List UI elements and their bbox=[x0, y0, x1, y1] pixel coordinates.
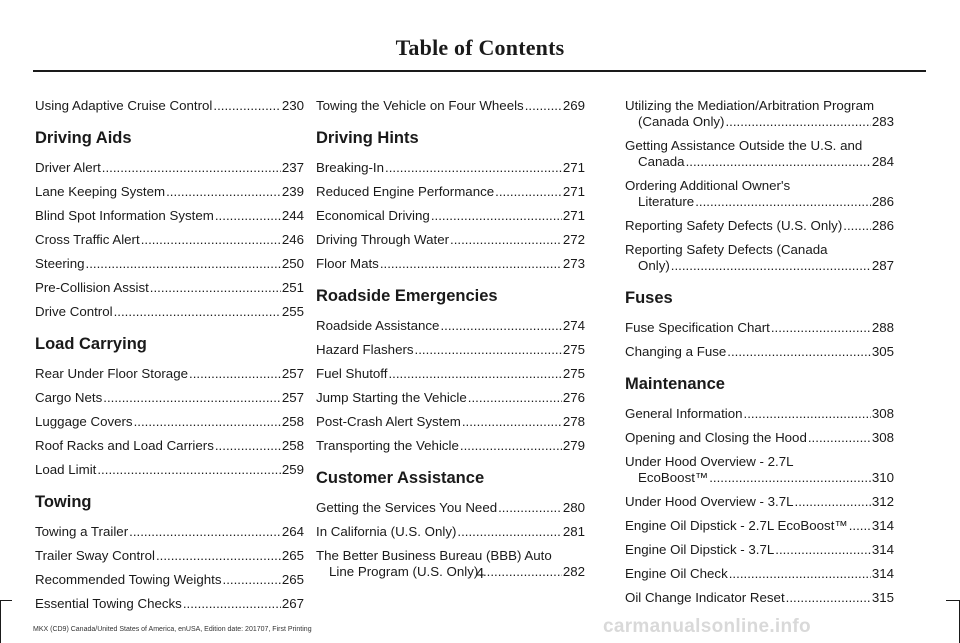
toc-entry[interactable] bbox=[625, 590, 894, 606]
toc-entry-page: 282 bbox=[562, 564, 585, 579]
dot-leader bbox=[431, 208, 562, 224]
toc-entry-page: 265 bbox=[281, 548, 304, 563]
toc-entry[interactable] bbox=[316, 524, 585, 540]
dot-leader bbox=[686, 154, 871, 170]
toc-entry[interactable] bbox=[35, 390, 304, 406]
toc-entry-title: Fuse Specification Chart bbox=[625, 320, 770, 335]
toc-entry-page: 257 bbox=[281, 390, 304, 405]
toc-entry-title: Fuel Shutoff bbox=[316, 366, 388, 381]
section-heading-customer-assistance: Customer Assistance bbox=[316, 469, 485, 487]
toc-entry-page: 250 bbox=[281, 256, 304, 271]
dot-leader bbox=[725, 114, 870, 130]
toc-entry-page: 279 bbox=[562, 438, 585, 453]
toc-entry-title: Cross Traffic Alert bbox=[35, 232, 140, 247]
dot-leader bbox=[415, 342, 562, 358]
toc-entry-title: Getting the Services You Need bbox=[316, 500, 498, 515]
toc-entry-title: Lane Keeping System bbox=[35, 184, 166, 199]
toc-entry-page: 287 bbox=[871, 258, 894, 273]
dot-leader bbox=[460, 438, 562, 454]
toc-entry-title: Engine Oil Check bbox=[625, 566, 728, 581]
toc-entry[interactable] bbox=[625, 494, 894, 510]
toc-entry-page: 288 bbox=[871, 320, 894, 335]
dot-leader bbox=[129, 524, 281, 540]
toc-entry[interactable] bbox=[316, 98, 585, 114]
toc-entry-title: Roof Racks and Load Carriers bbox=[35, 438, 214, 453]
toc-entry[interactable] bbox=[625, 344, 894, 360]
toc-entry[interactable] bbox=[625, 454, 894, 486]
toc-entry[interactable] bbox=[316, 500, 585, 516]
header-rule bbox=[33, 70, 926, 72]
toc-entry[interactable] bbox=[35, 304, 304, 320]
section-heading-load-carrying: Load Carrying bbox=[35, 335, 147, 353]
toc-entry-title: Luggage Covers bbox=[35, 414, 133, 429]
toc-entry-title: Opening and Closing the Hood bbox=[625, 430, 807, 445]
toc-entry-page: 286 bbox=[871, 194, 894, 209]
toc-entry-title: (Canada Only) bbox=[638, 114, 725, 129]
section-heading-driving-aids: Driving Aids bbox=[35, 129, 132, 147]
toc-entry[interactable] bbox=[316, 184, 585, 200]
toc-entry[interactable] bbox=[35, 256, 304, 272]
toc-entry[interactable] bbox=[35, 524, 304, 540]
toc-entry-page: 272 bbox=[562, 232, 585, 247]
dot-leader bbox=[495, 184, 562, 200]
toc-entry-title: Using Adaptive Cruise Control bbox=[35, 98, 213, 113]
section-heading-driving-hints: Driving Hints bbox=[316, 129, 419, 147]
toc-entry-title: Roadside Assistance bbox=[316, 318, 440, 333]
toc-entry-title: Jump Starting the Vehicle bbox=[316, 390, 467, 405]
toc-entry[interactable] bbox=[316, 160, 585, 176]
toc-entry-page: 315 bbox=[871, 590, 894, 605]
edition-footer: MKX (CD9) Canada/United States of America, enUSA, Edition date: 201707, First Printing bbox=[33, 626, 312, 633]
dot-leader bbox=[457, 524, 561, 540]
dot-leader bbox=[695, 194, 871, 210]
toc-entry-page: 255 bbox=[281, 304, 304, 319]
toc-entry[interactable] bbox=[35, 98, 304, 114]
page-title: Table of Contents bbox=[395, 35, 565, 60]
toc-entry-page: 308 bbox=[871, 430, 894, 445]
dot-leader bbox=[709, 470, 871, 486]
toc-entry[interactable] bbox=[625, 138, 894, 170]
dot-leader bbox=[440, 318, 561, 334]
toc-entry-title: Load Limit bbox=[35, 462, 97, 477]
toc-column-2 bbox=[316, 98, 585, 588]
crop-mark bbox=[946, 600, 960, 601]
toc-entry-title: Economical Driving bbox=[316, 208, 430, 223]
crop-mark bbox=[0, 600, 12, 601]
dot-leader bbox=[450, 232, 562, 248]
toc-entry-title: Driving Through Water bbox=[316, 232, 450, 247]
toc-entry[interactable] bbox=[316, 366, 585, 382]
toc-entry[interactable] bbox=[625, 406, 894, 422]
toc-entry-title: Floor Mats bbox=[316, 256, 379, 271]
toc-entry-title: In California (U.S. Only) bbox=[316, 524, 457, 539]
toc-entry[interactable] bbox=[625, 178, 894, 210]
toc-entry-page: 271 bbox=[562, 208, 585, 223]
dot-leader bbox=[727, 344, 871, 360]
toc-entry-title: Under Hood Overview - 3.7L bbox=[625, 494, 794, 509]
dot-leader bbox=[388, 366, 561, 382]
dot-leader bbox=[786, 590, 871, 606]
toc-entry[interactable] bbox=[625, 542, 894, 558]
crop-mark bbox=[0, 600, 1, 643]
toc-entry-page: 310 bbox=[871, 470, 894, 485]
dot-leader bbox=[808, 430, 871, 446]
dot-leader bbox=[498, 500, 562, 516]
toc-entry-title: General Information bbox=[625, 406, 743, 421]
toc-entry-page: 271 bbox=[562, 160, 585, 175]
dot-leader bbox=[843, 218, 871, 234]
toc-entry-title: Rear Under Floor Storage bbox=[35, 366, 188, 381]
dot-leader bbox=[141, 232, 281, 248]
toc-entry[interactable] bbox=[316, 342, 585, 358]
toc-entry-page: 257 bbox=[281, 366, 304, 381]
toc-entry-title: Breaking-In bbox=[316, 160, 384, 175]
toc-entry-page: 284 bbox=[871, 154, 894, 169]
toc-entry-page: 267 bbox=[281, 596, 304, 611]
section-heading-fuses: Fuses bbox=[625, 289, 673, 307]
toc-entry-title: Steering bbox=[35, 256, 85, 271]
toc-entry-title: Engine Oil Dipstick - 2.7L EcoBoost™ bbox=[625, 518, 848, 533]
toc-entry-title: Cargo Nets bbox=[35, 390, 103, 405]
toc-entry-page: 244 bbox=[281, 208, 304, 223]
toc-entry[interactable] bbox=[316, 208, 585, 224]
toc-entry-page: 237 bbox=[281, 160, 304, 175]
toc-entry-title: Pre-Collision Assist bbox=[35, 280, 149, 295]
dot-leader bbox=[215, 208, 281, 224]
toc-entry-page: 273 bbox=[562, 256, 585, 271]
toc-entry-title: Engine Oil Dipstick - 3.7L bbox=[625, 542, 775, 557]
toc-entry-title: Towing a Trailer bbox=[35, 524, 129, 539]
toc-entry[interactable] bbox=[35, 160, 304, 176]
toc-entry-title: Trailer Sway Control bbox=[35, 548, 155, 563]
dot-leader bbox=[114, 304, 281, 320]
toc-entry-title: Hazard Flashers bbox=[316, 342, 414, 357]
toc-entry-page: 275 bbox=[562, 342, 585, 357]
toc-entry-title: Utilizing the Mediation/Arbitration Program bbox=[625, 98, 875, 113]
toc-entry-title: The Better Business Bureau (BBB) Auto bbox=[316, 548, 552, 563]
toc-entry-title: Reporting Safety Defects (Canada bbox=[625, 242, 828, 257]
toc-entry-title: Ordering Additional Owner's bbox=[625, 178, 791, 193]
toc-entry-page: 278 bbox=[562, 414, 585, 429]
toc-entry-page: 265 bbox=[281, 572, 304, 587]
dot-leader bbox=[189, 366, 281, 382]
dot-leader bbox=[525, 98, 562, 114]
dot-leader bbox=[86, 256, 281, 272]
dot-leader bbox=[150, 280, 281, 296]
toc-entry[interactable] bbox=[316, 256, 585, 272]
toc-entry-title: Under Hood Overview - 2.7L bbox=[625, 454, 794, 469]
toc-entry[interactable] bbox=[35, 208, 304, 224]
toc-entry[interactable] bbox=[35, 184, 304, 200]
toc-entry[interactable] bbox=[35, 280, 304, 296]
toc-entry-page: 314 bbox=[871, 566, 894, 581]
toc-entry-page: 264 bbox=[281, 524, 304, 539]
toc-entry-title: Line Program (U.S. Only) bbox=[329, 564, 479, 579]
dot-leader bbox=[156, 548, 281, 564]
toc-entry-page: 274 bbox=[562, 318, 585, 333]
toc-entry-page: 314 bbox=[871, 542, 894, 557]
toc-entry-title: Canada bbox=[638, 154, 685, 169]
toc-entry-title: Driver Alert bbox=[35, 160, 101, 175]
toc-entry-title: Literature bbox=[638, 194, 695, 209]
section-heading-maintenance: Maintenance bbox=[625, 375, 725, 393]
dot-leader bbox=[468, 390, 562, 406]
toc-entry-page: 286 bbox=[871, 218, 894, 233]
toc-entry-page: 230 bbox=[281, 98, 304, 113]
dot-leader bbox=[166, 184, 281, 200]
dot-leader bbox=[103, 390, 281, 406]
toc-entry-page: 246 bbox=[281, 232, 304, 247]
dot-leader bbox=[795, 494, 871, 510]
toc-entry-page: 308 bbox=[871, 406, 894, 421]
toc-entry[interactable] bbox=[316, 414, 585, 430]
toc-entry-title: Recommended Towing Weights bbox=[35, 572, 222, 587]
dot-leader bbox=[671, 258, 871, 274]
page-number: 4 bbox=[475, 565, 485, 582]
toc-entry-page: 312 bbox=[871, 494, 894, 509]
toc-entry-page: 276 bbox=[562, 390, 585, 405]
toc-entry[interactable] bbox=[625, 430, 894, 446]
toc-entry[interactable] bbox=[625, 320, 894, 336]
toc-entry[interactable] bbox=[625, 518, 894, 534]
toc-entry-title: Towing the Vehicle on Four Wheels bbox=[316, 98, 524, 113]
dot-leader bbox=[102, 160, 281, 176]
toc-column-3 bbox=[625, 98, 894, 614]
toc-entry-page: 251 bbox=[281, 280, 304, 295]
toc-entry[interactable] bbox=[35, 548, 304, 564]
toc-entry[interactable] bbox=[316, 390, 585, 406]
toc-entry-page: 281 bbox=[562, 524, 585, 539]
dot-leader bbox=[771, 320, 871, 336]
toc-entry-title: Reporting Safety Defects (U.S. Only) bbox=[625, 218, 843, 233]
toc-entry[interactable] bbox=[316, 438, 585, 454]
watermark: carmanualsonline.info bbox=[603, 616, 811, 637]
toc-entry-page: 283 bbox=[871, 114, 894, 129]
dot-leader bbox=[462, 414, 562, 430]
toc-entry-title: EcoBoost™ bbox=[638, 470, 709, 485]
toc-entry[interactable] bbox=[35, 462, 304, 478]
toc-entry-page: 280 bbox=[562, 500, 585, 515]
toc-entry-page: 305 bbox=[871, 344, 894, 359]
toc-entry[interactable] bbox=[35, 366, 304, 382]
toc-entry-title: Essential Towing Checks bbox=[35, 596, 182, 611]
toc-entry-page: 275 bbox=[562, 366, 585, 381]
toc-entry-page: 239 bbox=[281, 184, 304, 199]
dot-leader bbox=[134, 414, 281, 430]
toc-entry-page: 259 bbox=[281, 462, 304, 477]
toc-entry[interactable] bbox=[35, 232, 304, 248]
toc-entry[interactable] bbox=[35, 438, 304, 454]
dot-leader bbox=[385, 160, 562, 176]
toc-entry[interactable] bbox=[35, 414, 304, 430]
toc-entry[interactable] bbox=[625, 98, 894, 130]
toc-entry-page: 269 bbox=[562, 98, 585, 113]
toc-entry-title: Changing a Fuse bbox=[625, 344, 727, 359]
toc-entry[interactable] bbox=[625, 242, 894, 274]
toc-entry[interactable] bbox=[625, 218, 894, 234]
toc-entry-title: Transporting the Vehicle bbox=[316, 438, 459, 453]
section-heading-roadside-emergencies: Roadside Emergencies bbox=[316, 287, 498, 305]
toc-entry-page: 314 bbox=[871, 518, 894, 533]
toc-entry[interactable] bbox=[35, 596, 304, 612]
dot-leader bbox=[183, 596, 281, 612]
toc-entry[interactable] bbox=[316, 232, 585, 248]
toc-entry-title: Getting Assistance Outside the U.S. and bbox=[625, 138, 863, 153]
dot-leader bbox=[775, 542, 871, 558]
dot-leader bbox=[380, 256, 562, 272]
dot-leader bbox=[849, 518, 871, 534]
toc-entry-title: Blind Spot Information System bbox=[35, 208, 214, 223]
dot-leader bbox=[213, 98, 280, 114]
toc-entry-title: Reduced Engine Performance bbox=[316, 184, 495, 199]
toc-entry-title: Oil Change Indicator Reset bbox=[625, 590, 785, 605]
dot-leader bbox=[215, 438, 281, 454]
toc-entry-title: Drive Control bbox=[35, 304, 113, 319]
section-heading-towing: Towing bbox=[35, 493, 92, 511]
dot-leader bbox=[744, 406, 871, 422]
dot-leader bbox=[97, 462, 280, 478]
toc-entry-page: 271 bbox=[562, 184, 585, 199]
toc-column-1 bbox=[35, 98, 304, 620]
toc-entry[interactable] bbox=[316, 318, 585, 334]
toc-entry-title: Only) bbox=[638, 258, 670, 273]
toc-entry-title: Post-Crash Alert System bbox=[316, 414, 461, 429]
toc-entry-page: 258 bbox=[281, 414, 304, 429]
toc-entry-page: 258 bbox=[281, 438, 304, 453]
